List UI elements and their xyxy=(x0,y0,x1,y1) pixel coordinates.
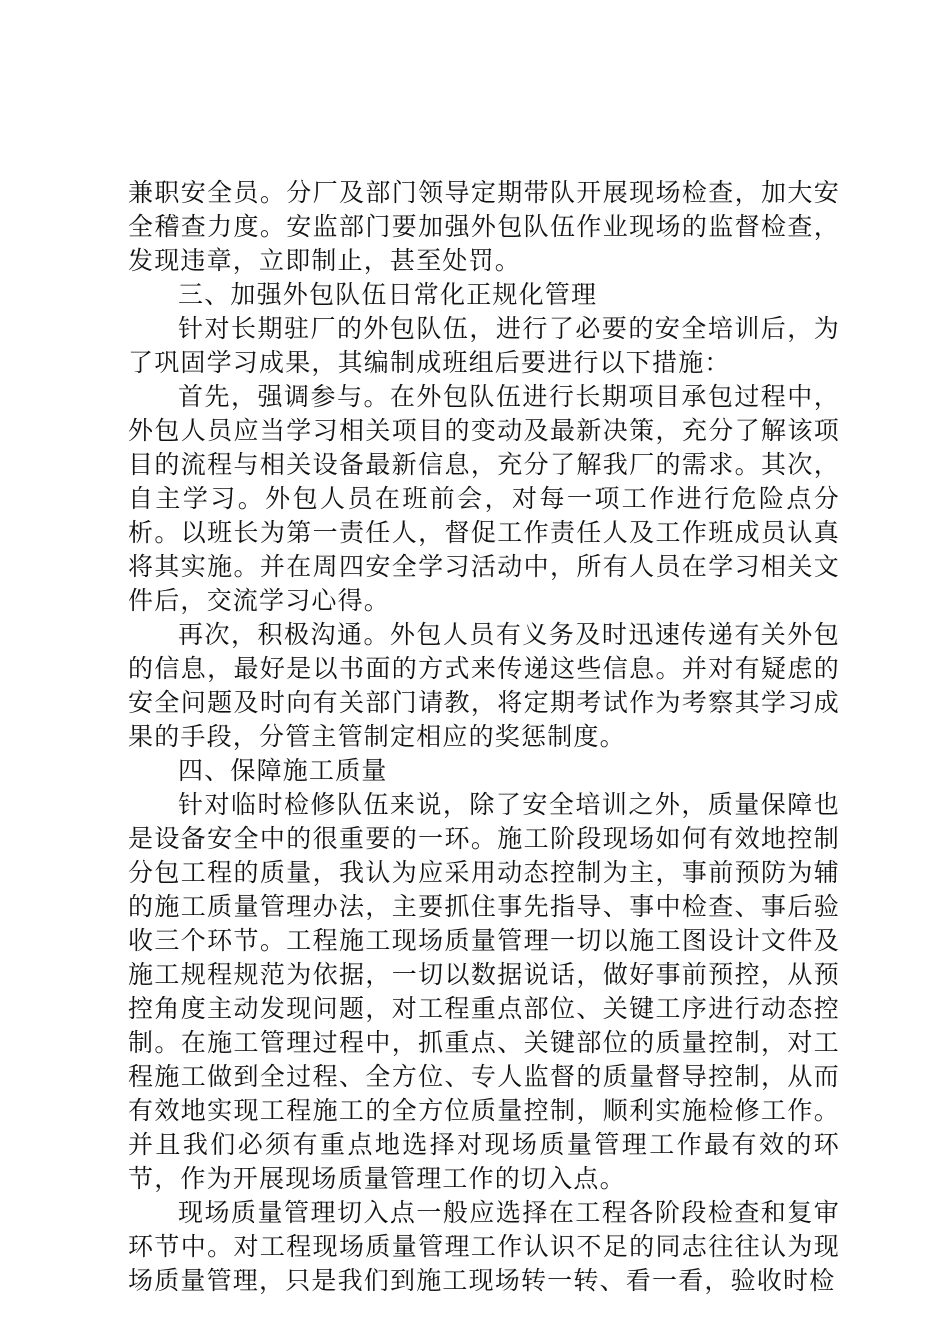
paragraph-3: 首先，强调参与。在外包队伍进行长期项目承包过程中，外包人员应当学习相关项目的变动及最新决策，充分了解该项目的流程与相关设备最新信息，充分了解我厂的需求。其次，自主学习。外包人员在班前会，对每一项工作进行危险点分析。以班长为第一责任人，督促工作责任人及工作班成员认真将其实施。并在周四安全学习活动中，所有人员在学习相关文件后，交流学习心得。 xyxy=(128,382,840,615)
paragraph-4: 再次，积极沟通。外包人员有义务及时迅速传递有关外包的信息，最好是以书面的方式来传递这些信息。并对有疑虑的安全问题及时向有关部门请教，将定期考试作为考察其学习成果的手段，分管主管制定相应的奖惩制度。 xyxy=(128,620,840,751)
paragraph-6: 现场质量管理切入点一般应选择在工程各阶段检查和复审环节中。对工程现场质量管理工作认识不足的同志往往认为现场质量管理，只是我们到施工现场转一转、看一看，验收时检 xyxy=(128,1198,840,1295)
paragraph-5: 针对临时检修队伍来说，除了安全培训之外，质量保障也是设备安全中的很重要的一环。施工阶段现场如何有效地控制分包工程的质量，我认为应采用动态控制为主，事前预防为辅的施工质量管理办法，主要抓住事先指导、事中检查、事后验收三个环节。工程施工现场质量管理一切以施工图设计文件及施工规程规范为依据，一切以数据说话，做好事前预控，从预控角度主动发现问题，对工程重点部位、关键工序进行动态控制。在施工管理过程中，抓重点、关键部位的质量控制，对工程施工做到全过程、全方位、专人监督的质量督导控制，从而有效地实现工程施工的全方位质量控制，顺利实施检修工作。并且我们必须有重点地选择对现场质量管理工作最有效的环节，作为开展现场质量管理工作的切入点。 xyxy=(128,790,840,1193)
document-body xyxy=(128,176,840,1298)
section-heading-3: 三、加强外包队伍日常化正规化管理 xyxy=(178,280,598,309)
section-heading-4: 四、保障施工质量 xyxy=(178,756,388,785)
paragraph-2: 针对长期驻厂的外包队伍，进行了必要的安全培训后，为了巩固学习成果，其编制成班组后要进行以下措施： xyxy=(128,314,840,377)
paragraph-1: 兼职安全员。分厂及部门领导定期带队开展现场检查，加大安全稽查力度。安监部门要加强外包队伍作业现场的监督检查，发现违章，立即制止，甚至处罚。 xyxy=(128,178,840,275)
